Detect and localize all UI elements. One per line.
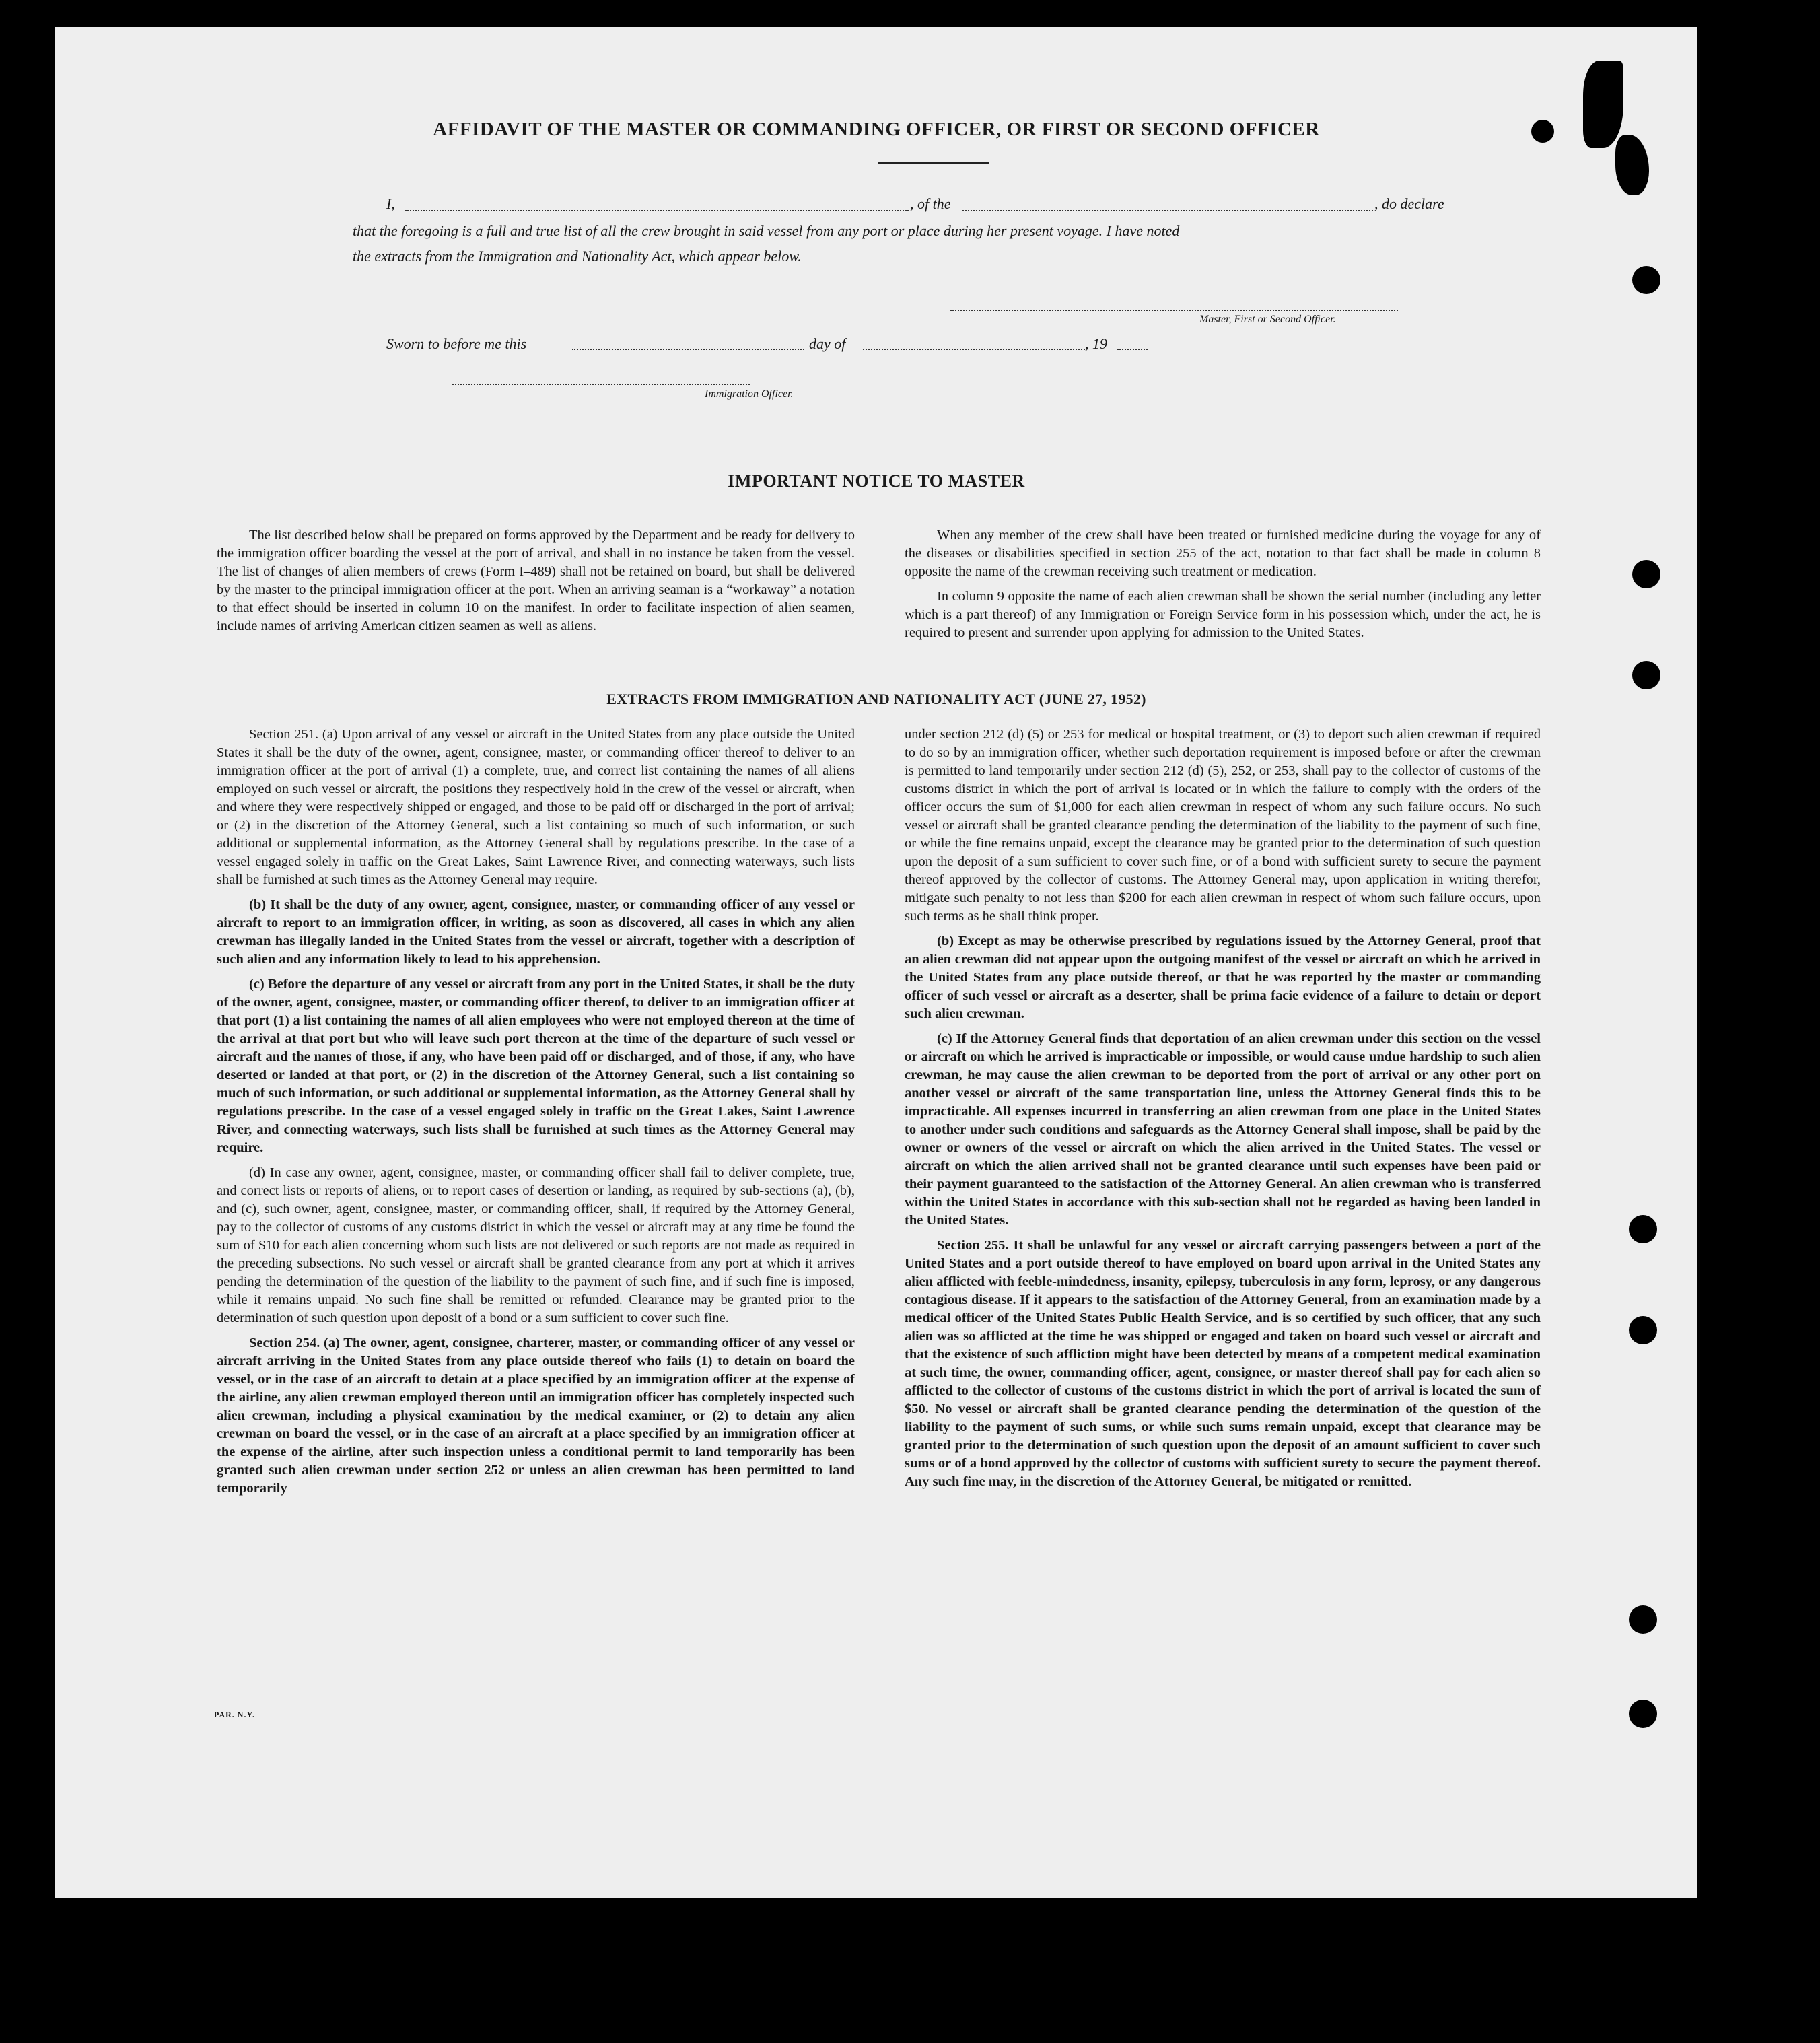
section-254-c: (c) If the Attorney General finds that deportation of an alien crewman under this section on the vessel or aircraft on which he arrived is impracticable or impossible, or would cause undue hardship to such alien crewman, he may cause the alien crewman to be deported from the port of arrival or any other port on another vessel or aircraft of the same transportation line, unless the Attorney General finds this to be impracticable. All expenses incurred in transferring an alien crewman from one place in the United States to another under such conditions and safeguards as the Attorney General shall impose, shall be paid by the owner or owners of the vessel or aircraft on which the alien arrived in the United States. The vessel or aircraft on which the alien arrived shall not be granted clearance until such expenses have been paid or their payment guaranteed to the satisfaction of the Attorney General. An alien crewman who is transferred within the United States in accordance with this sub-section shall not be regarded as having been landed in the United States. <box>905 1031 1541 1228</box>
day-of-label: day of <box>809 335 846 352</box>
officer-label: Immigration Officer. <box>705 388 794 400</box>
affidavit-title: AFFIDAVIT OF THE MASTER OR COMMANDING OFFICER, OR FIRST OR SECOND OFFICER <box>433 118 1320 140</box>
notice-left-paragraph: The list described below shall be prepared on forms approved by the Department and be ready for delivery to the immigration officer boarding the vessel at the port of arrival, and shall in no instance be taken from the vessel. The list of changes of alien members of crews (Form I–489) shall not be retained on board, but shall be delivered by the master to the principal immigration officer at the port. When an arriving seaman is a “workaway” a notation to that effect should be inserted in column 10 on the manifest. In order to facilitate inspection of alien seamen, include names of arriving American citizen seamen as well as aliens. <box>217 528 855 633</box>
document-page <box>55 27 1698 1898</box>
section-255: Section 255. It shall be unlawful for any vessel or aircraft carrying passengers between a port of the United States and a port outside thereof to have employed on board upon arrival in the United States any alien afflicted with feeble-mindedness, insanity, epilepsy, tuberculosis in any form, leprosy, or any dangerous contagious disease. If it appears to the satisfaction of the Attorney General, from an examination made by a medical officer of the United States Public Health Service, and is so certified by such officer, that any such alien was so afflicted at the time he was shipped or engaged and taken on board such vessel or aircraft and that the existence of such affliction might have been detected by means of a competent medical examination at such time, the owner, commanding officer, agent, consignee, or master thereof shall pay for each alien so afflicted to the collector of customs of the customs district in which the port of arrival is located the sum of $50. No vessel or aircraft shall be granted clearance pending the determination of the question of the liability to the payment of such sums, or while such sums remain unpaid, except that clearance may be granted prior to the determination of such question upon the deposit of an amount sufficient to cover such sums or of a bond approved by the collector of customs with sufficient surety to secure the payment thereof. Any such fine may, in the discretion of the Attorney General, be mitigated or remitted. <box>905 1238 1541 1489</box>
binder-hole <box>1629 1316 1657 1344</box>
extracts-right-column <box>905 726 1541 1498</box>
master-signature-field[interactable] <box>950 310 1398 311</box>
declaration-line2: that the foregoing is a full and true list of all the crew brought in said vessel from any port or place during her present voyage. I have noted <box>353 222 1180 239</box>
extracts-left-column <box>217 726 855 1504</box>
printer-mark: PAR. N.Y. <box>214 1710 256 1719</box>
section-251-a: Section 251. (a) Upon arrival of any vessel or aircraft in the United States from any place outside the United States it shall be the duty of the owner, agent, consignee, master, or commanding officer thereof to deliver to an immigration officer at the port of arrival (1) a complete, true, and correct list containing the names of all aliens employed on such vessel or aircraft, the positions they respectively hold in the crew of the vessel or aircraft, when and where they were respectively shipped or engaged, and those to be paid off or discharged in the port of arrival; or (2) in the discretion of the Attorney General, such a list containing so much of such information, or such additional or supplemental information, as the Attorney General shall by regulations prescribe. In the case of a vessel engaged solely in traffic on the Great Lakes, Saint Lawrence River, and connecting waterways, such lists shall be furnished at such times as the Attorney General may require. <box>217 727 855 887</box>
notice-title: IMPORTANT NOTICE TO MASTER <box>728 471 1025 491</box>
section-254-a: Section 254. (a) The owner, agent, consignee, charterer, master, or commanding officer of any vessel or aircraft arriving in the United States from any place outside thereof who fails (1) to detain on board the vessel, or in the case of an aircraft to detain at a place specified by an immigration officer at the expense of the airline, any alien crewman employed thereon until an immigration officer has completely inspected such alien crewman, including a physical examination by the medical examiner, or (2) to detain any alien crewman on board the vessel, or in the case of an aircraft at a place specified by an immigration officer at the expense of the airline, after such inspection unless a conditional permit to land temporarily has been granted such alien crewman under section 252 or unless an alien crewman has been permitted to land temporarily <box>217 1336 855 1496</box>
notice-right-column <box>905 526 1541 649</box>
vessel-field[interactable] <box>963 210 1373 211</box>
year-label: , 19 <box>1085 335 1107 352</box>
section-251-c: (c) Before the departure of any vessel or aircraft from any port in the United States, it shall be the duty of the owner, agent, consignee, master, or commanding officer thereof, to deliver to an immigration officer at that port (1) a list containing the names of all alien employees who were not employed thereon at the time of the arrival at that port but who will leave such port thereon at the time of the departure of such vessel or aircraft and the names of those, if any, who have been paid off or discharged, and of those, if any, who have deserted or landed at that port, or (2) in the discretion of the Attorney General, such a list containing so much of such information, or such additional or supplemental information, as the Attorney General shall by regulations prescribe. In the case of a vessel engaged solely in traffic on the Great Lakes, Saint Lawrence River, and connecting waterways, such lists shall be furnished at such times as the Attorney General may require. <box>217 977 855 1155</box>
sworn-year-field[interactable] <box>1117 349 1148 350</box>
name-field[interactable] <box>405 210 909 211</box>
extracts-title: EXTRACTS FROM IMMIGRATION AND NATIONALITY ACT (JUNE 27, 1952) <box>606 691 1146 707</box>
binder-hole <box>1629 1605 1657 1634</box>
declaration-i: I, <box>386 195 395 212</box>
binder-hole <box>1629 1215 1657 1243</box>
notice-right-paragraph-2: In column 9 opposite the name of each alien crewman shall be shown the serial number (including any letter which is a part thereof) of any Immigration or Foreign Service form in his possession which, under the act, he is required to present and surrender upon applying for admission to the United States. <box>905 589 1541 640</box>
master-label: Master, First or Second Officer. <box>1199 314 1336 325</box>
binder-hole <box>1531 120 1554 143</box>
sworn-label: Sworn to before me this <box>386 335 527 352</box>
binder-hole <box>1632 560 1660 588</box>
declaration-of-the: , of the <box>910 195 951 212</box>
binder-hole <box>1629 1700 1657 1728</box>
binder-hole <box>1632 661 1660 689</box>
officer-signature-field[interactable] <box>452 384 750 385</box>
section-251-d: (d) In case any owner, agent, consignee, master, or commanding officer shall fail to deliver complete, true, and correct lists or reports of aliens, or to report cases of desertion or landing, as required by sub-sections (a), (b), and (c), such owner, agent, consignee, master, or commanding officer, shall, if required by the Attorney General, pay to the collector of customs of any customs district in which the vessel or aircraft may at any time be found the sum of $10 for each alien concerning whom such lists are not delivered or such reports are not made as required in the preceding subsections. No such vessel or aircraft shall be granted clearance from any port at which it arrives pending the determination of the question of the liability to the payment of such fine, and if such fine is imposed, while it remains unpaid. No such fine shall be remitted or refunded. Clearance may be granted prior to the determination of such question upon deposit of a bond or a sum sufficient to cover such fine. <box>217 1165 855 1325</box>
section-251-b: (b) It shall be the duty of any owner, agent, consignee, master, or commanding officer of any vessel or aircraft to report to an immigration officer, in writing, as soon as discovered, all cases in which any alien crewman has illegally landed in the United States from the vessel or aircraft, together with a description of such alien and any information likely to lead to his apprehension. <box>217 897 855 967</box>
binder-hole <box>1632 266 1660 294</box>
sworn-month-field[interactable] <box>863 349 1085 350</box>
section-254-b: (b) Except as may be otherwise prescribed by regulations issued by the Attorney General, proof that an alien crewman did not appear upon the outgoing manifest of the vessel or aircraft on which he arrived in the United States from any place outside thereof, or that he was reported by the master or commanding officer of such vessel or aircraft as a deserter, shall be prima facie evidence of a failure to detain or deport such alien crewman. <box>905 934 1541 1021</box>
notice-left-column <box>217 526 855 642</box>
declaration-line3: the extracts from the Immigration and Nationality Act, which appear below. <box>353 248 802 265</box>
torn-corner <box>1583 61 1623 148</box>
section-254-a-cont: under section 212 (d) (5) or 253 for medical or hospital treatment, or (3) to deport such alien crewman if required to do so by an immigration officer, whether such deportation requirement is imposed before or after the crewman is permitted to land temporarily under section 212 (d) (5), 252, or 253, shall pay to the collector of customs of the customs district in which the port of arrival is located or in which the failure to comply with the orders of the officer occurs the sum of $1,000 for each alien crewman in respect of whom any such failure occurs. No such vessel or aircraft shall be granted clearance pending the determination of the liability to the payment of such fine, or while the fine remains unpaid, except the clearance may be granted prior to the determination of such question upon the deposit of a sum sufficient to cover such fine, or of a bond with sufficient surety to secure the payment thereof approved by the collector of customs. The Attorney General may, upon application in writing therefor, mitigate such penalty to not less than $200 for each alien crewman in respect of whom such failure occurs, upon such terms as he shall think proper. <box>905 727 1541 924</box>
title-rule <box>878 162 989 164</box>
sworn-day-field[interactable] <box>572 349 804 350</box>
notice-right-paragraph-1: When any member of the crew shall have been treated or furnished medicine during the voyage for any of the diseases or disabilities specified in section 255 of the act, notation to that fact shall be made in column 8 opposite the name of the crewman receiving such treatment or medication. <box>905 528 1541 579</box>
declaration-declare: , do declare <box>1374 195 1444 212</box>
